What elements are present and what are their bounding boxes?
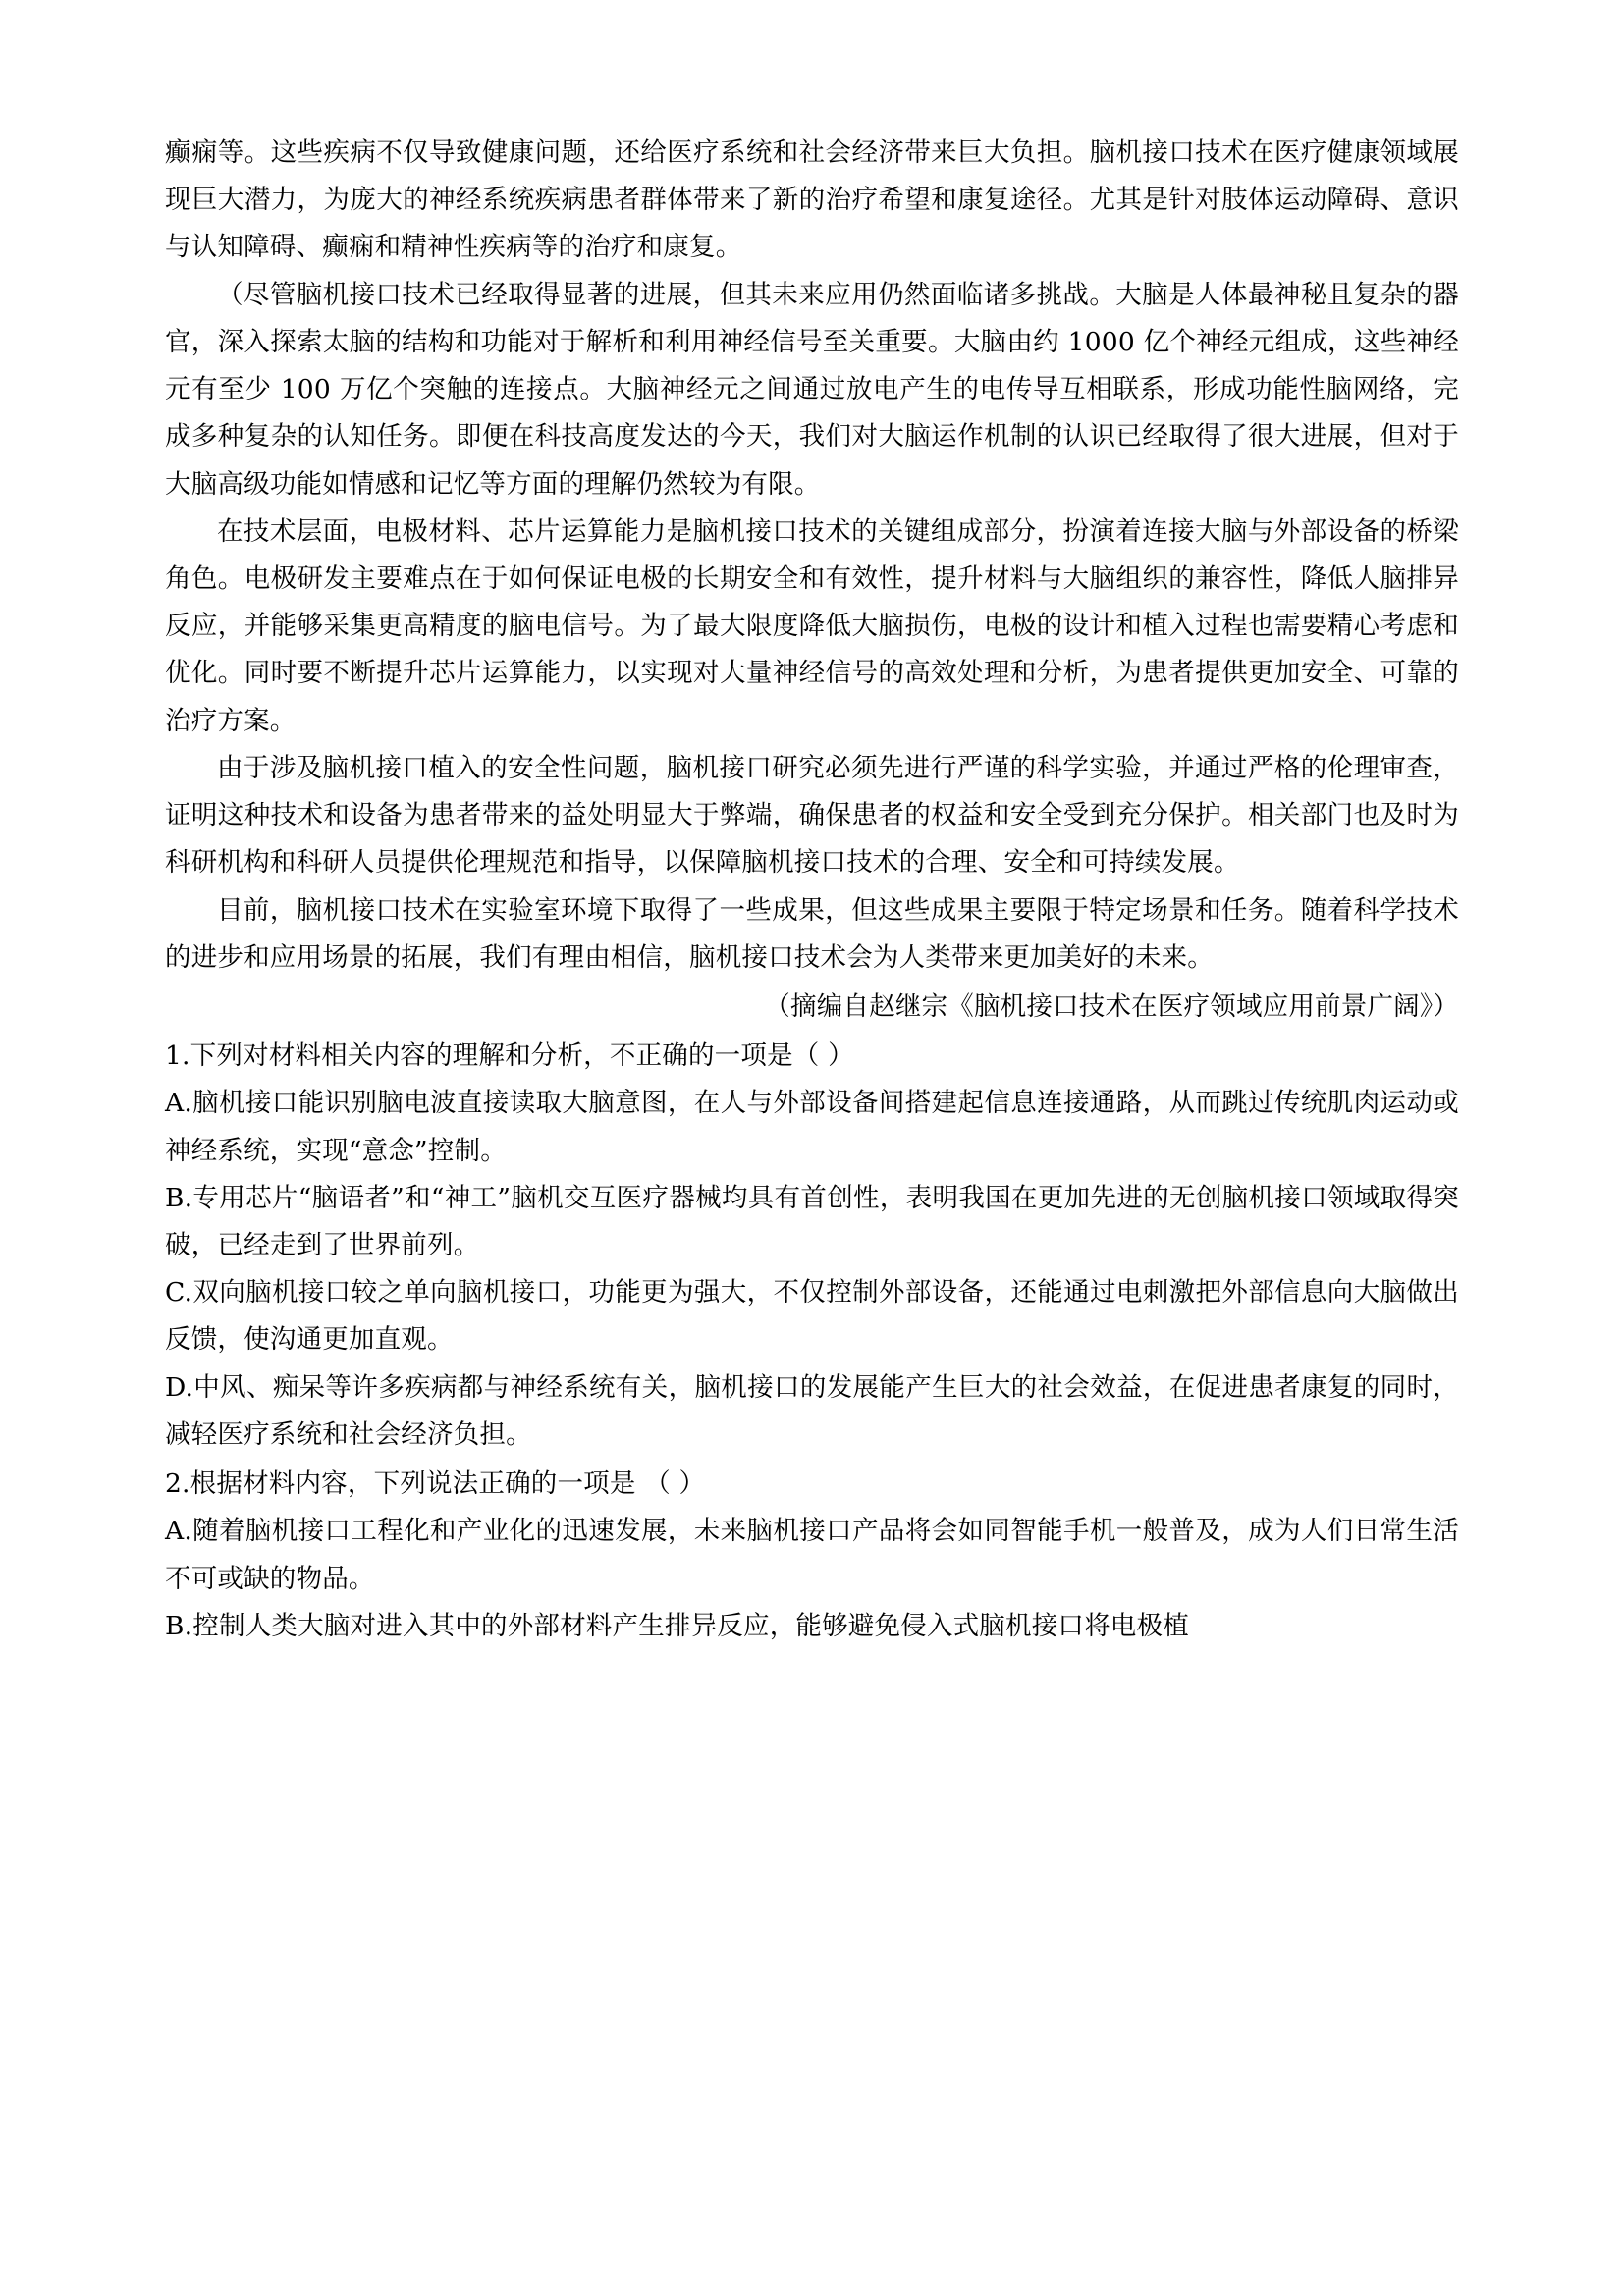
source-attribution: （摘编自赵继宗《脑机接口技术在医疗领域应用前景广阔》） — [764, 990, 1459, 1022]
question-1-option-b: B.专用芯片“脑语者”和“神工”脑机交互医疗器械均具有首创性，表明我国在更加先进的无创脑机接口领域取得突破，已经走到了世界前列。 — [165, 1182, 1459, 1261]
document-body — [165, 130, 1459, 1650]
paragraph-5: 目前，脑机接口技术在实验室环境下取得了一些成果，但这些成果主要限于特定场景和任务。随着科学技术的进步和应用场景的拓展，我们有理由相信，脑机接口技术会为人类带来更加美好的未来。 — [165, 894, 1459, 973]
question-1-option-a: A.脑机接口能识别脑电波直接读取大脑意图，在人与外部设备间搭建起信息连接通路，从而跳过传统肌肉运动或神经系统，实现“意念”控制。 — [165, 1088, 1459, 1166]
question-1-option-c: C.双向脑机接口较之单向脑机接口，功能更为强大，不仅控制外部设备，还能通过电刺激把外部信息向大脑做出反馈，使沟通更加直观。 — [165, 1277, 1459, 1356]
question-1-option-d: D.中风、痴呆等许多疾病都与神经系统有关，脑机接口的发展能产生巨大的社会效益，在促进患者康复的同时，减轻医疗系统和社会经济负担。 — [165, 1371, 1459, 1450]
paragraph-1: 癫痫等。这些疾病不仅导致健康问题，还给医疗系统和社会经济带来巨大负担。脑机接口技术在医疗健康领域展现巨大潜力，为庞大的神经系统疾病患者群体带来了新的治疗希望和康复途径。尤其是针对肢体运动障碍、意识与认知障碍、癫痫和精神性疾病等的治疗和康复。 — [165, 137, 1459, 263]
question-2-option-b: B.控制人类大脑对进入其中的外部材料产生排异反应，能够避免侵入式脑机接口将电极植 — [165, 1610, 1189, 1641]
question-2-option-a: A.随着脑机接口工程化和产业化的迅速发展，未来脑机接口产品将会如同智能手机一般普及，成为人们日常生活不可或缺的物品。 — [165, 1516, 1459, 1594]
paragraph-4: 由于涉及脑机接口植入的安全性问题，脑机接口研究必须先进行严谨的科学实验，并通过严格的伦理审查，证明这种技术和设备为患者带来的益处明显大于弊端，确保患者的权益和安全受到充分保护。相关部门也及时为科研机构和科研人员提供伦理规范和指导，以保障脑机接口技术的合理、安全和可持续发展。 — [165, 752, 1459, 879]
paragraph-3: 在技术层面，电极材料、芯片运算能力是脑机接口技术的关键组成部分，扮演着连接大脑与外部设备的桥梁角色。电极研发主要难点在于如何保证电极的长期安全和有效性，提升材料与大脑组织的兼容性，降低人脑排异反应，并能够采集更高精度的脑电信号。为了最大限度降低大脑损伤，电极的设计和植入过程也需要精心考虑和优化。同时要不断提升芯片运算能力，以实现对大量神经信号的高效处理和分析，为患者提供更加安全、可靠的治疗方案。 — [165, 515, 1459, 736]
question-2-stem: 2.根据材料内容，下列说法正确的一项是 （ ） — [165, 1468, 706, 1500]
question-1-stem: 1.下列对材料相关内容的理解和分析，不正确的一项是（ ） — [165, 1041, 854, 1072]
paragraph-2: （尽管脑机接口技术已经取得显著的进展，但其未来应用仍然面临诸多挑战。大脑是人体最神秘且复杂的器官，深入探索太脑的结构和功能对于解析和利用神经信号至关重要。大脑由约 1000 亿个神经元组成，这些神经元有至少 100 万亿个突触的连接点。大脑神经元之间通过放电产生的电传导互相联系，形成功能性脑网络，完成多种复杂的认知任务。即便在科技高度发达的今天，我们对大脑运作机制的认识已经取得了很大进展，但对于大脑高级功能如情感和记忆等方面的理解仍然较为有限。 — [165, 279, 1459, 500]
